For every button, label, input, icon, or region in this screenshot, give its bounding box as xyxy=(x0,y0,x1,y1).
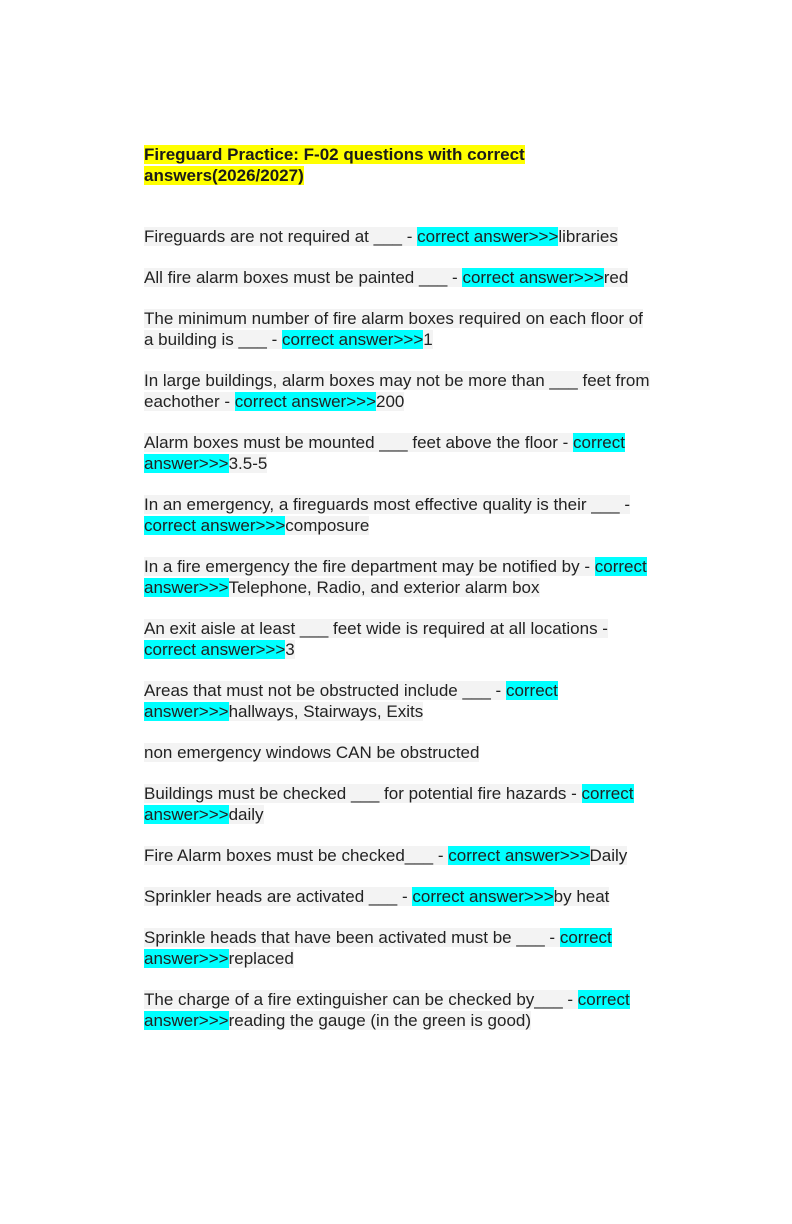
answer-text: 3.5-5 xyxy=(228,454,268,473)
qa-item xyxy=(144,845,654,866)
qa-item xyxy=(144,680,654,722)
qa-item xyxy=(144,370,654,412)
answer-prefix: correct answer>>> xyxy=(234,392,376,411)
answer-text: 3 xyxy=(285,640,295,659)
answer-text: 200 xyxy=(376,392,405,411)
question-text: Sprinkle heads that have been activated must be ___ - xyxy=(144,928,560,947)
qa-item xyxy=(144,556,654,598)
answer-prefix: correct answer>>> xyxy=(144,433,625,473)
question-text: All fire alarm boxes must be painted ___ - xyxy=(144,268,463,287)
answer-text: daily xyxy=(228,805,264,824)
answer-text: reading the gauge (in the green is good) xyxy=(228,1011,532,1030)
qa-statement xyxy=(144,742,654,763)
answer-text: libraries xyxy=(558,227,618,246)
answer-prefix: correct answer>>> xyxy=(144,990,630,1030)
question-text: In large buildings, alarm boxes may not be more than ___ feet from eachother - xyxy=(144,371,650,411)
question-text: Alarm boxes must be mounted ___ feet above the floor - xyxy=(144,433,574,452)
answer-text: by heat xyxy=(553,887,610,906)
answer-prefix: correct answer>>> xyxy=(144,784,634,824)
qa-item xyxy=(144,886,654,907)
question-text: The charge of a fire extinguisher can be checked by___ - xyxy=(144,990,578,1009)
statement-text: non emergency windows CAN be obstructed xyxy=(144,743,480,762)
qa-item xyxy=(144,226,654,247)
qa-item xyxy=(144,989,654,1031)
qa-item xyxy=(144,618,654,660)
answer-text: replaced xyxy=(228,949,294,968)
answer-prefix: correct answer>>> xyxy=(281,330,424,349)
question-text: Areas that must not be obstructed include ___ - xyxy=(144,681,506,700)
answer-text: hallways, Stairways, Exits xyxy=(228,702,424,721)
question-text: Buildings must be checked ___ for potential fire hazards - xyxy=(144,784,582,803)
answer-text: 1 xyxy=(423,330,433,349)
document-title xyxy=(144,144,654,186)
qa-item xyxy=(144,432,654,474)
answer-text: Telephone, Radio, and exterior alarm box xyxy=(228,578,540,597)
document-title-text: Fireguard Practice: F-02 questions with correct answers(2026/2027) xyxy=(144,145,525,185)
question-text: Fire Alarm boxes must be checked___ - xyxy=(144,846,449,865)
question-text: In a fire emergency the fire department may be notified by - xyxy=(144,557,595,576)
qa-item xyxy=(144,308,654,350)
answer-text: Daily xyxy=(589,846,628,865)
qa-item xyxy=(144,783,654,825)
qa-item xyxy=(144,267,654,288)
answer-text: composure xyxy=(285,516,370,535)
question-text: The minimum number of fire alarm boxes required on each floor of a building is ___ - xyxy=(144,309,643,349)
document-page xyxy=(144,144,654,1051)
answer-prefix: correct answer>>> xyxy=(144,681,558,721)
answer-prefix: correct answer>>> xyxy=(462,268,604,287)
answer-prefix: correct answer>>> xyxy=(417,227,559,246)
qa-list xyxy=(144,226,654,1031)
answer-prefix: correct answer>>> xyxy=(448,846,590,865)
question-text: In an emergency, a fireguards most effective quality is their ___ - xyxy=(144,495,631,514)
qa-item xyxy=(144,494,654,536)
answer-prefix: correct answer>>> xyxy=(412,887,554,906)
answer-prefix: correct answer>>> xyxy=(144,640,286,659)
answer-prefix: correct answer>>> xyxy=(144,557,647,597)
question-text: Sprinkler heads are activated ___ - xyxy=(144,887,413,906)
qa-item xyxy=(144,927,654,969)
question-text: An exit aisle at least ___ feet wide is required at all locations - xyxy=(144,619,608,638)
answer-prefix: correct answer>>> xyxy=(144,516,286,535)
answer-prefix: correct answer>>> xyxy=(144,928,612,968)
question-text: Fireguards are not required at ___ - xyxy=(144,227,418,246)
answer-text: red xyxy=(603,268,629,287)
